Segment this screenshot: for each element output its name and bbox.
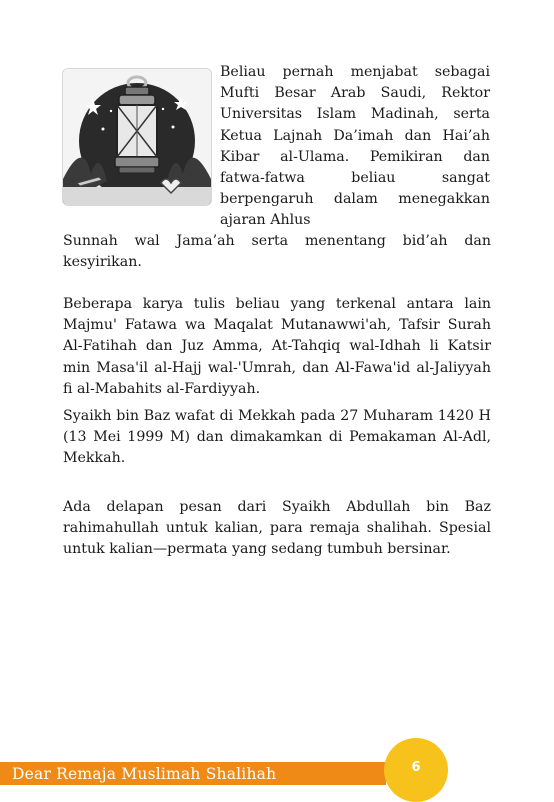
paragraph-works: Beberapa karya tulis beliau yang terkenal antara lain Majmu' Fatawa wa Maqalat Mutanawwi'ah, Tafsir Surah Al-Fatihah dan Juz Amma, At-Tahqiq wal-Idhah li Katsir min Masa'il al-Hajj wal-'Umrah, dan Al-Fawa'id al-Jaliyyah fi al-Mabahits al-Fardiyyah. — [63, 296, 491, 397]
lantern-icon — [63, 69, 211, 205]
lantern-illustration — [62, 68, 212, 206]
paragraph-messages: Ada delapan pesan dari Syaikh Abdullah bin Baz rahimahullah untuk kalian, para remaja shalihah. Spesial untuk kalian—permata yang sedang tumbuh bersinar. — [63, 499, 491, 558]
paragraph-death: Syaikh bin Baz wafat di Mekkah pada 27 Muharam 1420 H (13 Mei 1999 M) dan dimakamkan di Pemakaman Al-Adl, Mekkah. — [63, 408, 491, 467]
footer-book-title: Dear Remaja Muslimah Shalihah — [12, 765, 277, 783]
paragraph-intro-top: Beliau pernah menjabat sebagai Mufti Besar Arab Saudi, Rektor Universitas Islam Madinah, serta Ketua Lajnah Da’imah dan Hai’ah Kibar al-Ulama. Pemikiran dan fatwa-fatwa beliau sangat berpengaruh dalam menegakkan ajaran Ahlus — [220, 64, 490, 229]
paragraph-intro-bottom: Sunnah wal Jama’ah serta menentang bid’ah dan kesyirikan. — [63, 233, 491, 271]
page-number: 6 — [411, 760, 421, 775]
